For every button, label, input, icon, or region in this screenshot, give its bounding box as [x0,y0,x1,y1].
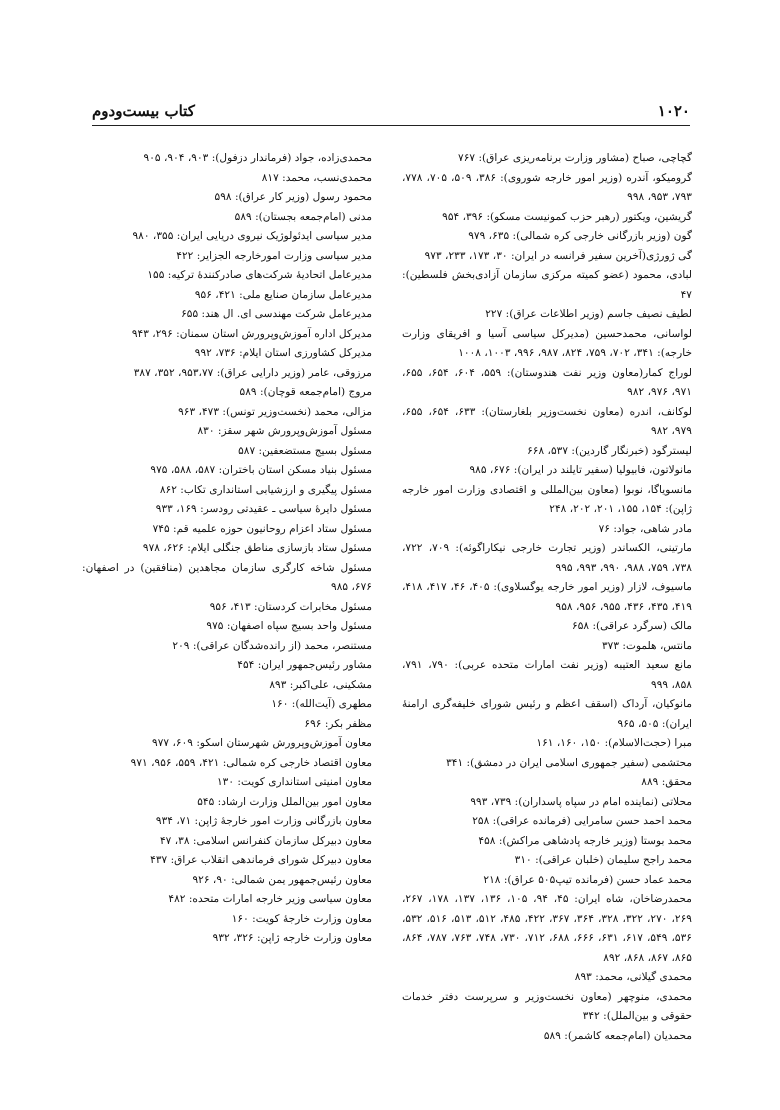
index-entry: محمدی گیلانی، محمد: ۸۹۳ [574,971,692,983]
index-entry: محمد احمد حسن سامرایی (فرمانده عراقی): ۲۵۸ [472,815,692,827]
index-entry: مسئول بنیاد مسکن استان باختران: ۵۸۷، ۵۸۸، ۹۷۵ [150,464,372,476]
index-entry: مدنی (امام‌جمعه بجستان): ۵۸۹ [234,210,372,223]
index-entry: گرومیکو، آندره (وزیر امور خارجه شوروی): ۳۸۶، ۵۰۹، ۷۰۵، ۷۷۸، ۷۹۳، ۹۵۳، ۹۹۸ [402,171,693,203]
index-entry: مشاور رئیس‌جمهور ایران: ۴۵۴ [237,659,372,671]
index-entry: ماسیوف، لازار (وزیر امور خارجه یوگسلاوی): ۴۰۵، ۴۶، ۴۱۷، ۴۱۸، ۴۱۹، ۴۳۵، ۴۳۶، ۹۵۵، ۹۵۶، ۹۵۸ [402,581,692,613]
index-entry: معاون وزارت خارجهٔ کویت: ۱۶۰ [231,912,372,925]
index-entry: گریشین، ویکتور (رهبر حزب کمونیست مسکو): ۳۹۶، ۹۵۴ [442,210,692,223]
index-entry: لطیف نصیف جاسم (وزیر اطلاعات عراق): ۲۲۷ [485,308,692,320]
index-entry: لوراج کمار(معاون وزیر نفت هندوستان): ۵۵۹، ۶۰۴، ۶۵۴، ۶۵۵، ۹۷۱، ۹۷۶، ۹۸۲ [402,366,692,398]
index-entry: محمدیان (امام‌جمعه کاشمر): ۵۸۹ [543,1029,692,1042]
index-entry: مانولاتون، فابیولیا (سفیر تایلند در ایران): ۶۷۶، ۹۸۵ [469,464,692,476]
running-header [92,92,690,120]
index-entry: مدیر سیاسی وزارت امورخارجه الجزایر: ۴۲۲ [176,249,372,262]
page-number: ۱۰۲۰ [657,102,690,120]
index-entry: مانتس، هلموت: ۳۷۳ [601,639,692,652]
index-entry: گچاچی، صباح (مشاور وزارت برنامه‌ریزی عراق): ۷۶۷ [458,152,692,164]
index-entry: معاون امنیتی استانداری کویت: ۱۳۰ [216,776,372,788]
header-divider [92,125,690,126]
index-entry: محقق: ۸۸۹ [641,776,692,788]
index-entry: محمدی‌زاده، جواد (فرماندار دزفول): ۹۰۳، ۹۰۴، ۹۰۵ [143,152,372,164]
index-entry: معاون وزارت خارجه ژاپن: ۳۲۶، ۹۳۲ [212,932,372,944]
index-entry: لیسترگود (خبرنگار گاردین): ۵۳۷، ۶۶۸ [527,444,692,457]
index-entry: مزالی، محمد (نخست‌وزیر تونس): ۴۷۳، ۹۶۳ [178,405,372,418]
index-entry: مسئول دایرهٔ سیاسی ـ عقیدتی رودسر: ۱۶۹، ۹۳۳ [155,503,372,515]
index-entry: معاون بازرگانی وزارت امور خارجهٔ ژاپن: ۷۱، ۹۳۴ [155,815,372,827]
index-entry: مدیرکل کشاورزی استان ایلام: ۷۳۶، ۹۹۲ [194,347,372,359]
index-entry: لواسانی، محمدحسین (مدیرکل سیاسی آسیا و افریقای وزارت خارجه): ۳۴۱، ۷۰۲، ۷۵۹، ۸۲۴، ۹۸۷، ۹۹۶، ۱۰۰۳، ۱۰۰۸ [402,327,692,359]
index-entry: مدیرعامل اتحادیهٔ شرکت‌های صادرکنندهٔ ترکیه: ۱۵۵ [147,269,372,281]
index-entry: مشکینی، علی‌اکبر: ۸۹۳ [269,678,372,691]
index-entry: محمدی‌نسب، محمد: ۸۱۷ [261,171,372,184]
index-entry: معاون دبیرکل شورای فرماندهی انقلاب عراق: ۴۳۷ [150,854,372,866]
index-entry: مادر شاهی، جواد: ۷۶ [598,522,692,535]
index-entry: مانوکیان، آرداک (اسقف اعظم و رئیس شورای خلیفه‌گری ارامنهٔ ایران): ۵۰۵، ۹۶۵ [402,698,692,730]
index-entry: محمود رسول (وزیر کار عراق): ۵۹۸ [214,191,372,203]
index-entry: معاون اقتصاد خارجی کره شمالی: ۴۲۱، ۵۵۹، ۹۵۶، ۹۷۱ [130,756,372,769]
index-entry: مرزوقی، عامر (وزیر دارایی عراق): ۹۵۳،۷۷، ۳۵۲، ۳۸۷ [133,366,372,379]
index-entry: مدیرکل اداره آموزش‌وپرورش استان سمنان: ۲۹۶، ۹۴۳ [131,327,372,340]
index-entry: لوکانف، اندره (معاون نخست‌وزیر بلغارستان): ۶۳۳، ۶۵۴، ۶۵۵، ۹۷۹، ۹۸۲ [402,405,692,437]
index-entry: محتشمی (سفیر جمهوری اسلامی ایران در دمشق): ۳۴۱ [446,756,692,769]
index-entry: محلاتی (نماینده امام در سپاه پاسداران): ۷۳۹، ۹۹۳ [470,795,692,808]
index-entry: مسئول پیگیری و ارزشیابی استانداری تکاب: ۸۶۲ [159,483,372,496]
index-entry: مسئول بسیج مستضعفین: ۵۸۷ [238,444,372,457]
index-entry: مظفر بکر: ۶۹۶ [304,717,372,730]
index-entry: گون (وزیر بازرگانی خارجی کره شمالی): ۶۳۵، ۹۷۹ [468,230,692,242]
index-entry: مسئول واحد بسیج سپاه اصفهان: ۹۷۵ [206,620,372,632]
index-entry: مالک (سرگرد عراقی): ۶۵۸ [572,620,692,632]
index-entry: مسئول مخابرات کردستان: ۴۱۳، ۹۵۶ [209,600,372,613]
index-entry: مستنصر، محمد (از رانده‌شدگان عراقی): ۲۰۹ [172,639,372,652]
index-column-left [82,149,372,949]
index-entry: معاون دبیرکل سازمان کنفرانس اسلامی: ۳۸، ۴۷ [159,834,372,847]
index-entry: معاون امور بین‌الملل وزارت ارشاد: ۵۴۵ [197,795,372,808]
index-entry: مسئول آموزش‌وپرورش شهر سقز: ۸۳۰ [197,425,372,437]
index-entry: مانسویاگا، نوبوا (معاون بین‌المللی و اقتصادی وزارت امور خارجه ژاپن): ۱۵۴، ۱۵۵، ۲۰۱، ۲۰۲، ۲۴۸ [402,483,692,515]
index-entry: مدیرعامل شرکت مهندسی ای. ال هند: ۶۵۵ [181,308,372,320]
index-entry: معاون سیاسی وزیر خارجه امارات متحده: ۴۸۲ [168,893,372,905]
index-entry: لبادی، محمود (عضو کمیته مرکزی سازمان آزادی‌بخش فلسطین): ۴۷ [402,269,692,301]
index-entry: گی ژورژی(آخرین سفیر فرانسه در ایران: ۳۰، ۱۷۳، ۲۳۳، ۹۷۳ [424,249,692,262]
index-entry: محمدرضاخان، شاه ایران: ۴۵، ۹۴، ۱۰۵، ۱۳۶، ۱۳۷، ۱۷۸، ۲۶۷، ۲۶۹، ۲۷۰، ۳۲۲، ۳۲۸، ۳۶۴، ۳۶۷، ۴۲۲، ۴۸۵، ۵۱۲، ۵۱۳، ۵۱۶، ۵۳۲، ۵۳۶، ۵۴۹، ۶۱۷، ۶۳۱، ۶۶۶، ۶۸۸، ۷۱۲، ۷۳۰، ۷۴۸، ۷۶۳، ۷۸۷، ۸۶۴، ۸۶۵، ۸۶۷، ۸۶۸، ۸۹۲ [402,893,692,964]
index-entry: مطهری (آیت‌الله): ۱۶۰ [271,698,372,710]
book-title: کتاب بیست‌ودوم [92,102,195,120]
index-entry: محمد عماد حسن (فرمانده تیپ۵۰۵ عراق): ۲۱۸ [483,873,692,886]
index-entry: مبرا (حجت‌الاسلام): ۱۵۰، ۱۶۰، ۱۶۱ [536,737,692,749]
index-column-right [402,149,692,1046]
index-entry: مدیر سیاسی ایدئولوژیک نیروی دریایی ایران: ۳۵۵، ۹۸۰ [132,230,372,242]
index-entry: مسئول شاخه کارگری سازمان مجاهدین (منافقین) در اصفهان: ۶۷۶، ۹۸۵ [82,561,372,593]
index-entry: مسئول ستاد بازسازی مناطق جنگلی ایلام: ۶۲۶، ۹۷۸ [142,542,372,554]
index-entry: محمد بوستا (وزیر خارجه پادشاهی مراکش): ۴۵۸ [478,834,692,847]
index-entry: مدیرعامل سازمان صنایع ملی: ۴۲۱، ۹۵۶ [194,288,372,301]
index-entry: معاون آموزش‌وپرورش شهرستان اسکو: ۶۰۹، ۹۷۷ [152,737,372,749]
index-entry: مسئول ستاد اعزام روحانیون حوزه علمیه قم: ۷۴۵ [152,522,372,535]
index-entry: محمدی، منوچهر (معاون نخست‌وزیر و سرپرست دفتر خدمات حقوقی و بین‌الملل): ۳۴۲ [402,990,692,1022]
index-entry: مانع سعید العتیبه (وزیر نفت امارات متحده عربی): ۷۹۰، ۷۹۱، ۸۵۸، ۹۹۹ [402,659,692,691]
index-entry: مروج (امام‌جمعه قوچان): ۵۸۹ [239,386,372,398]
index-entry: معاون رئیس‌جمهور یمن شمالی: ۹۰، ۹۲۶ [192,873,372,886]
index-entry: محمد راجح سلیمان (خلبان عراقی): ۳۱۰ [514,854,692,866]
index-entry: مارتینی، الکساندر (وزیر تجارت خارجی نیکاراگوئه): ۷۰۹، ۷۲۲، ۷۳۸، ۷۵۹، ۹۸۸، ۹۹۰، ۹۹۳، ۹۹۵ [402,542,692,574]
